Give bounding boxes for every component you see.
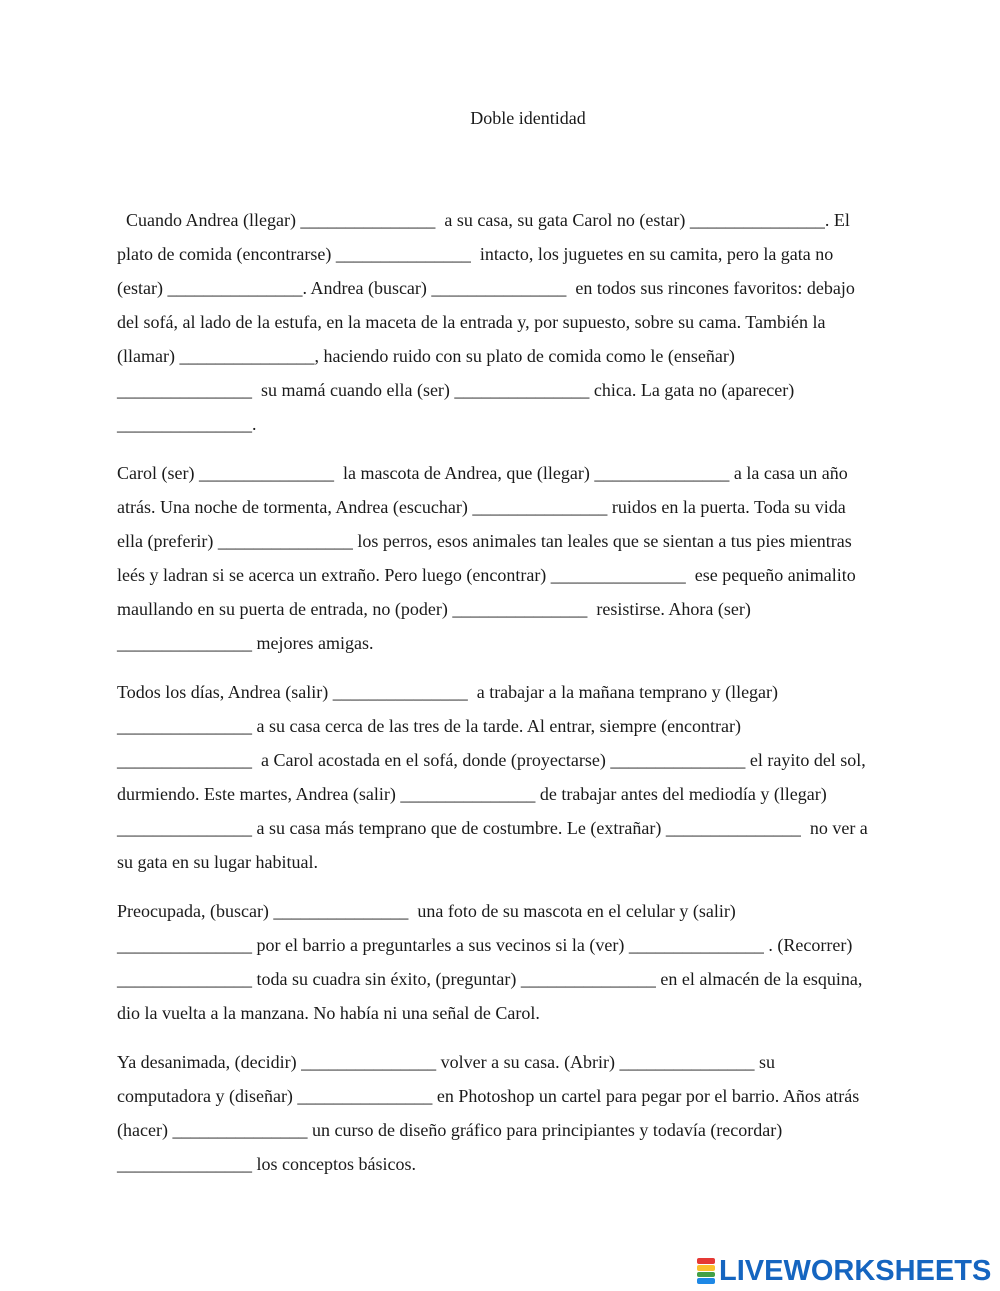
text-line: plato de comida (encontrarse) _______________ intacto, los juguetes en su camita, pero la gata no [117,244,834,264]
mark-block [697,1258,715,1264]
text-line: atrás. Una noche de tormenta, Andrea (escuchar) _______________ ruidos en la puerta. Toda su vida [117,497,846,517]
document-title: Doble identidad [470,108,586,128]
text-line: _______________. [117,414,257,434]
text-line: _______________ por el barrio a preguntarles a sus vecinos si la (ver) _______________ . (Recorrer) [117,935,853,955]
text-line: durmiendo. Este martes, Andrea (salir) _______________ de trabajar antes del mediodía y (llegar) [117,784,827,804]
text-line: _______________ mejores amigas. [117,633,374,653]
text-line: Carol (ser) _______________ la mascota de Andrea, que (llegar) _______________ a la casa un año [117,463,848,483]
text-line: (estar) _______________. Andrea (buscar) _______________ en todos sus rincones favoritos: debajo [117,278,855,298]
text-line: computadora y (diseñar) _______________ en Photoshop un cartel para pegar por el barrio. Años atrás [117,1086,860,1106]
mark-block [697,1272,715,1278]
liveworksheets-mark-icon [697,1258,715,1284]
mark-block [697,1265,715,1271]
text-line: Ya desanimada, (decidir) _______________ volver a su casa. (Abrir) _______________ su [117,1052,776,1072]
text-line: maullando en su puerta de entrada, no (poder) _______________ resistirse. Ahora (ser) [117,599,751,619]
text-line: leés y ladran si se acerca un extraño. Pero luego (encontrar) _______________ ese pequeño animalito [117,565,856,585]
text-line: ella (preferir) _______________ los perros, esos animales tan leales que se sientan a tus pies mientras [117,531,852,551]
text-line: Cuando Andrea (llegar) _______________ a su casa, su gata Carol no (estar) _______________. El [117,210,850,230]
liveworksheets-logo [697,1255,991,1287]
logo-text: LIVEWORKSHEETS [719,1254,992,1287]
text-line: dio la vuelta a la manzana. No había ni una señal de Carol. [117,1003,540,1023]
text-line: _______________ a su casa cerca de las tres de la tarde. Al entrar, siempre (encontrar) [117,716,742,736]
text-line: del sofá, al lado de la estufa, en la maceta de la entrada y, por supuesto, sobre su cama. También la [117,312,826,332]
text-line: su gata en su lugar habitual. [117,852,318,872]
text-line: Todos los días, Andrea (salir) _______________ a trabajar a la mañana temprano y (llegar) [117,682,779,702]
text-line: (hacer) _______________ un curso de diseño gráfico para principiantes y todavía (recordar) [117,1120,783,1140]
text-line: _______________ toda su cuadra sin éxito, (preguntar) _______________ en el almacén de la esquina, [117,969,863,989]
text-line: _______________ a su casa más temprano que de costumbre. Le (extrañar) _______________ no ver a [117,818,868,838]
text-line: _______________ su mamá cuando ella (ser) _______________ chica. La gata no (aparecer) [117,380,795,400]
text-line: _______________ a Carol acostada en el sofá, donde (proyectarse) _______________ el rayito del sol, [117,750,866,770]
mark-block [697,1278,715,1284]
text-line: _______________ los conceptos básicos. [117,1154,416,1174]
text-line: Preocupada, (buscar) _______________ una foto de su mascota en el celular y (salir) [117,901,736,921]
text-line: (llamar) _______________, haciendo ruido con su plato de comida como le (enseñar) [117,346,735,366]
